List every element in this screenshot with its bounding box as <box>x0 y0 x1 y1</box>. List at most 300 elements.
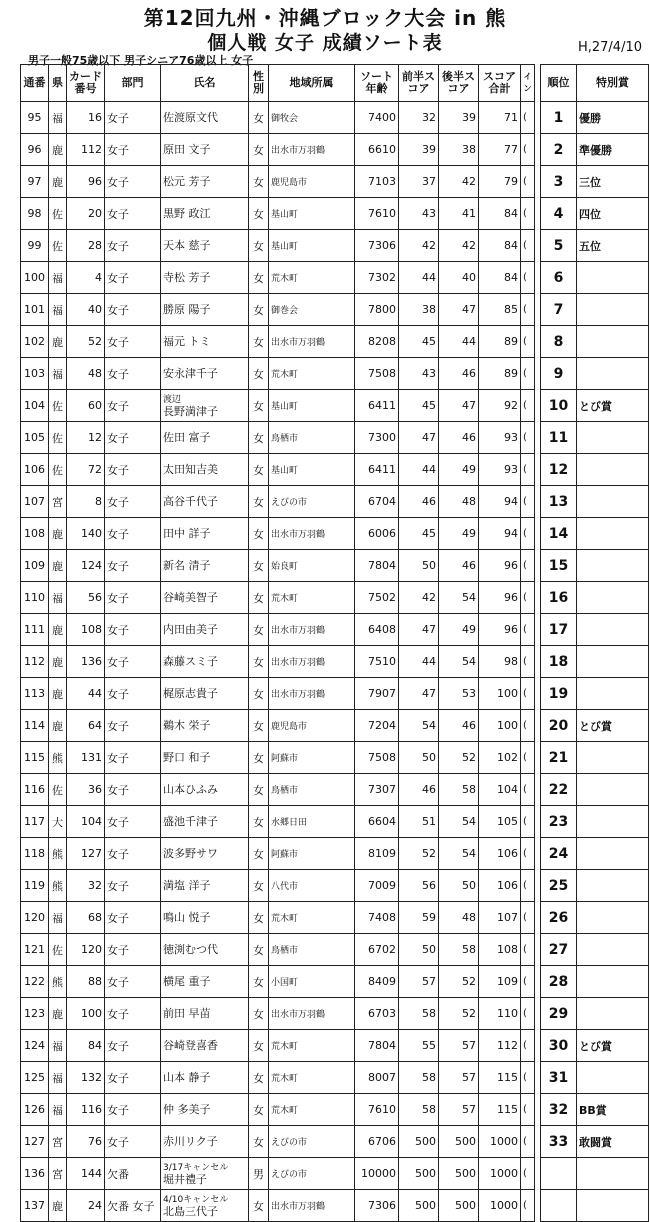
col-header-front-score: 前半スコア <box>399 65 439 102</box>
row-number: 108 <box>21 518 49 550</box>
row-name <box>161 678 249 710</box>
row-card-number: 8 <box>67 486 105 518</box>
document-title: 第12回九州・沖縄ブロック大会 in 熊 <box>143 6 507 30</box>
row-rank: 12 <box>541 454 577 486</box>
row-sex: 女 <box>249 646 269 678</box>
row-front-score: 37 <box>399 166 439 198</box>
row-sort-age: 7508 <box>355 742 399 774</box>
row-prefecture: 佐 <box>49 454 67 486</box>
row-award: 準優勝 <box>577 134 649 166</box>
row-name-text: 寺松 芳子 <box>163 271 211 284</box>
row-name <box>161 966 249 998</box>
row-name-text: 野口 和子 <box>163 751 211 764</box>
row-front-score: 50 <box>399 550 439 582</box>
row-area: 基山町 <box>269 198 355 230</box>
row-total-score: 84 <box>479 262 521 294</box>
row-area: 荒木町 <box>269 1094 355 1126</box>
row-total-score: 102 <box>479 742 521 774</box>
row-prefecture: 佐 <box>49 934 67 966</box>
row-prefecture: 鹿 <box>49 550 67 582</box>
row-card-number: 100 <box>67 998 105 1030</box>
row-name-text: 北島三代子 <box>163 1204 218 1218</box>
row-back-score: 57 <box>439 1094 479 1126</box>
row-sex: 女 <box>249 614 269 646</box>
row-front-score: 47 <box>399 614 439 646</box>
row-name-text: 山本ひふみ <box>163 783 218 796</box>
row-total-score: 77 <box>479 134 521 166</box>
row-back-score: 57 <box>439 1062 479 1094</box>
row-number: 122 <box>21 966 49 998</box>
col-header-name: 氏名 <box>161 65 249 102</box>
row-card-number: 140 <box>67 518 105 550</box>
row-in-mark: ( <box>521 166 535 198</box>
row-name <box>161 1158 249 1190</box>
row-rank: 14 <box>541 518 577 550</box>
row-area: 出水市万羽鶴 <box>269 646 355 678</box>
row-sex: 男 <box>249 1158 269 1190</box>
row-name <box>161 550 249 582</box>
row-award <box>577 518 649 550</box>
row-name <box>161 518 249 550</box>
row-sort-age: 7800 <box>355 294 399 326</box>
row-card-number: 4 <box>67 262 105 294</box>
row-prefecture: 佐 <box>49 198 67 230</box>
row-back-score: 49 <box>439 614 479 646</box>
row-rank: 21 <box>541 742 577 774</box>
row-prefecture: 佐 <box>49 230 67 262</box>
row-division: 女子 <box>105 966 161 998</box>
row-award: 三位 <box>577 166 649 198</box>
col-header-division: 部門 <box>105 65 161 102</box>
row-name <box>161 422 249 454</box>
row-area: 鳥栖市 <box>269 774 355 806</box>
row-division: 女子 <box>105 454 161 486</box>
row-total-score: 93 <box>479 422 521 454</box>
row-back-score: 48 <box>439 486 479 518</box>
col-header-area: 地域所属 <box>269 65 355 102</box>
row-area: 荒木町 <box>269 358 355 390</box>
row-name <box>161 646 249 678</box>
row-sort-age: 7300 <box>355 422 399 454</box>
row-rank: 4 <box>541 198 577 230</box>
row-sort-age: 7306 <box>355 1190 399 1222</box>
row-prefecture: 宮 <box>49 1158 67 1190</box>
row-rank: 20 <box>541 710 577 742</box>
row-sort-age: 7302 <box>355 262 399 294</box>
row-number: 101 <box>21 294 49 326</box>
row-area: 荒木町 <box>269 1062 355 1094</box>
row-sex: 女 <box>249 1030 269 1062</box>
row-name-text: 赤川リク子 <box>163 1135 218 1148</box>
row-sex: 女 <box>249 102 269 134</box>
row-number: 96 <box>21 134 49 166</box>
row-name <box>161 102 249 134</box>
row-division: 女子 <box>105 1030 161 1062</box>
results-table <box>20 64 649 1222</box>
row-name-text: 満塩 洋子 <box>163 879 211 892</box>
row-sex: 女 <box>249 550 269 582</box>
row-prefecture: 福 <box>49 582 67 614</box>
row-card-number: 144 <box>67 1158 105 1190</box>
row-total-score: 1000 <box>479 1158 521 1190</box>
row-name-text: 前田 早苗 <box>163 1007 211 1020</box>
table-row <box>21 326 649 358</box>
table-row <box>21 870 649 902</box>
table-row <box>21 550 649 582</box>
col-header-no: 通番 <box>21 65 49 102</box>
row-total-score: 110 <box>479 998 521 1030</box>
row-number: 99 <box>21 230 49 262</box>
row-back-score: 47 <box>439 390 479 422</box>
row-in-mark: ( <box>521 806 535 838</box>
row-card-number: 20 <box>67 198 105 230</box>
row-total-score: 96 <box>479 550 521 582</box>
row-total-score: 1000 <box>479 1126 521 1158</box>
row-name-text: 梶原志貴子 <box>163 687 218 700</box>
row-prefecture: 福 <box>49 262 67 294</box>
row-rank: 23 <box>541 806 577 838</box>
row-award: 五位 <box>577 230 649 262</box>
row-name-text: 福元 トミ <box>163 335 211 348</box>
row-sex: 女 <box>249 358 269 390</box>
row-front-score: 59 <box>399 902 439 934</box>
row-name-text: 佐渡原文代 <box>163 111 218 124</box>
row-rank: 13 <box>541 486 577 518</box>
col-header-card: カード番号 <box>67 65 105 102</box>
row-number: 100 <box>21 262 49 294</box>
row-sort-age: 10000 <box>355 1158 399 1190</box>
row-number: 109 <box>21 550 49 582</box>
row-name-text: 新名 清子 <box>163 559 211 572</box>
row-number: 119 <box>21 870 49 902</box>
row-name-text: 横尾 重子 <box>163 975 211 988</box>
row-division: 女子 <box>105 550 161 582</box>
row-number: 113 <box>21 678 49 710</box>
row-back-score: 49 <box>439 518 479 550</box>
table-row <box>21 1094 649 1126</box>
row-total-score: 94 <box>479 486 521 518</box>
row-area: 鳥栖市 <box>269 934 355 966</box>
row-name-text: 徳渕むつ代 <box>163 943 218 956</box>
row-back-score: 46 <box>439 358 479 390</box>
row-sex: 女 <box>249 742 269 774</box>
row-total-score: 71 <box>479 102 521 134</box>
row-card-number: 48 <box>67 358 105 390</box>
row-sex: 女 <box>249 294 269 326</box>
row-front-score: 42 <box>399 230 439 262</box>
row-rank: 29 <box>541 998 577 1030</box>
row-total-score: 93 <box>479 454 521 486</box>
row-number: 137 <box>21 1190 49 1222</box>
row-sort-age: 6408 <box>355 614 399 646</box>
row-card-number: 24 <box>67 1190 105 1222</box>
row-name-text: 森藤スミ子 <box>163 655 218 668</box>
col-header-in: イン <box>521 65 535 102</box>
row-in-mark: ( <box>521 1094 535 1126</box>
row-area: 鹿児島市 <box>269 710 355 742</box>
col-header-back-score: 後半スコア <box>439 65 479 102</box>
row-in-mark: ( <box>521 358 535 390</box>
row-name <box>161 1062 249 1094</box>
row-in-mark: ( <box>521 1158 535 1190</box>
row-back-score: 54 <box>439 806 479 838</box>
row-back-score: 48 <box>439 902 479 934</box>
row-name-text: 谷崎登喜香 <box>163 1039 218 1052</box>
row-number: 118 <box>21 838 49 870</box>
row-name <box>161 582 249 614</box>
row-in-mark: ( <box>521 646 535 678</box>
row-name <box>161 1190 249 1222</box>
row-number: 117 <box>21 806 49 838</box>
row-card-number: 116 <box>67 1094 105 1126</box>
row-number: 136 <box>21 1158 49 1190</box>
row-card-number: 68 <box>67 902 105 934</box>
row-rank: 1 <box>541 102 577 134</box>
row-award <box>577 934 649 966</box>
row-card-number: 60 <box>67 390 105 422</box>
row-sex: 女 <box>249 582 269 614</box>
row-name-note: 渡辺 <box>163 394 182 405</box>
row-division: 欠番 女子 <box>105 1190 161 1222</box>
row-prefecture: 熊 <box>49 966 67 998</box>
row-prefecture: 熊 <box>49 838 67 870</box>
col-header-pref: 県 <box>49 65 67 102</box>
row-award <box>577 870 649 902</box>
row-front-score: 500 <box>399 1126 439 1158</box>
row-rank: 7 <box>541 294 577 326</box>
row-total-score: 94 <box>479 518 521 550</box>
table-row <box>21 262 649 294</box>
row-name <box>161 454 249 486</box>
row-award: 敢闘賞 <box>577 1126 649 1158</box>
row-division: 女子 <box>105 614 161 646</box>
row-front-score: 46 <box>399 486 439 518</box>
row-total-score: 108 <box>479 934 521 966</box>
row-name <box>161 262 249 294</box>
row-sort-age: 7307 <box>355 774 399 806</box>
row-name-text: 松元 芳子 <box>163 175 211 188</box>
row-name <box>161 774 249 806</box>
row-area: 出水市万羽鶴 <box>269 614 355 646</box>
row-prefecture: 鹿 <box>49 998 67 1030</box>
row-sort-age: 7009 <box>355 870 399 902</box>
row-sort-age: 7804 <box>355 550 399 582</box>
row-front-score: 42 <box>399 582 439 614</box>
row-area: 基山町 <box>269 230 355 262</box>
col-header-total-score: スコア合計 <box>479 65 521 102</box>
row-front-score: 45 <box>399 390 439 422</box>
row-sort-age: 7804 <box>355 1030 399 1062</box>
row-prefecture: 大 <box>49 806 67 838</box>
row-card-number: 108 <box>67 614 105 646</box>
row-card-number: 96 <box>67 166 105 198</box>
row-sex: 女 <box>249 998 269 1030</box>
row-number: 126 <box>21 1094 49 1126</box>
row-front-score: 55 <box>399 1030 439 1062</box>
row-rank: 8 <box>541 326 577 358</box>
row-sort-age: 7610 <box>355 198 399 230</box>
row-front-score: 500 <box>399 1190 439 1222</box>
row-total-score: 115 <box>479 1062 521 1094</box>
row-award: とび賞 <box>577 710 649 742</box>
row-rank: 2 <box>541 134 577 166</box>
row-award <box>577 1158 649 1190</box>
row-rank: 25 <box>541 870 577 902</box>
row-back-score: 42 <box>439 230 479 262</box>
row-card-number: 56 <box>67 582 105 614</box>
row-division: 女子 <box>105 1062 161 1094</box>
row-sex: 女 <box>249 902 269 934</box>
row-area: 荒木町 <box>269 1030 355 1062</box>
row-name-text: 山本 静子 <box>163 1071 211 1084</box>
row-name-text: 長野満津子 <box>163 404 218 418</box>
table-row <box>21 1062 649 1094</box>
row-division: 女子 <box>105 742 161 774</box>
row-back-score: 47 <box>439 294 479 326</box>
row-award: 四位 <box>577 198 649 230</box>
row-card-number: 40 <box>67 294 105 326</box>
row-in-mark: ( <box>521 710 535 742</box>
row-in-mark: ( <box>521 742 535 774</box>
row-in-mark: ( <box>521 774 535 806</box>
row-rank: 11 <box>541 422 577 454</box>
row-prefecture: 佐 <box>49 422 67 454</box>
row-back-score: 46 <box>439 422 479 454</box>
row-name <box>161 902 249 934</box>
row-division: 女子 <box>105 326 161 358</box>
row-name-text: 天本 慈子 <box>163 239 211 252</box>
row-name-note: 3/17キャンセル <box>163 1162 229 1173</box>
row-sort-age: 8109 <box>355 838 399 870</box>
row-front-score: 46 <box>399 774 439 806</box>
row-sex: 女 <box>249 326 269 358</box>
row-in-mark: ( <box>521 902 535 934</box>
row-in-mark: ( <box>521 582 535 614</box>
row-card-number: 72 <box>67 454 105 486</box>
row-front-score: 58 <box>399 1062 439 1094</box>
row-sort-age: 6702 <box>355 934 399 966</box>
row-sex: 女 <box>249 134 269 166</box>
row-name <box>161 1094 249 1126</box>
row-in-mark: ( <box>521 134 535 166</box>
row-rank: 15 <box>541 550 577 582</box>
row-prefecture: 鹿 <box>49 678 67 710</box>
row-rank: 19 <box>541 678 577 710</box>
row-rank: 9 <box>541 358 577 390</box>
row-back-score: 54 <box>439 582 479 614</box>
row-division: 女子 <box>105 294 161 326</box>
row-total-score: 96 <box>479 614 521 646</box>
row-rank: 10 <box>541 390 577 422</box>
row-sex: 女 <box>249 806 269 838</box>
row-division: 女子 <box>105 230 161 262</box>
row-number: 103 <box>21 358 49 390</box>
row-sort-age: 7306 <box>355 230 399 262</box>
row-division: 女子 <box>105 390 161 422</box>
row-name <box>161 166 249 198</box>
row-sort-age: 6704 <box>355 486 399 518</box>
table-row <box>21 838 649 870</box>
row-name <box>161 838 249 870</box>
row-sort-age: 6706 <box>355 1126 399 1158</box>
row-division: 女子 <box>105 198 161 230</box>
row-rank <box>541 1158 577 1190</box>
row-division: 女子 <box>105 1126 161 1158</box>
row-area: 水郷日田 <box>269 806 355 838</box>
row-sex: 女 <box>249 262 269 294</box>
row-name <box>161 198 249 230</box>
row-area: えびの市 <box>269 1158 355 1190</box>
row-back-score: 39 <box>439 102 479 134</box>
row-in-mark: ( <box>521 294 535 326</box>
row-in-mark: ( <box>521 262 535 294</box>
table-row <box>21 774 649 806</box>
row-award <box>577 1062 649 1094</box>
row-rank: 27 <box>541 934 577 966</box>
row-sort-age: 7502 <box>355 582 399 614</box>
row-front-score: 45 <box>399 518 439 550</box>
row-name <box>161 998 249 1030</box>
table-row <box>21 934 649 966</box>
row-number: 124 <box>21 1030 49 1062</box>
row-front-score: 56 <box>399 870 439 902</box>
row-total-score: 112 <box>479 1030 521 1062</box>
row-sort-age: 6411 <box>355 390 399 422</box>
table-row <box>21 806 649 838</box>
row-sex: 女 <box>249 966 269 998</box>
row-number: 98 <box>21 198 49 230</box>
row-name-text: 高谷千代子 <box>163 495 218 508</box>
table-row <box>21 390 649 422</box>
row-front-score: 44 <box>399 262 439 294</box>
row-total-score: 84 <box>479 230 521 262</box>
row-sex: 女 <box>249 678 269 710</box>
row-sort-age: 8409 <box>355 966 399 998</box>
row-area: 基山町 <box>269 390 355 422</box>
row-rank: 5 <box>541 230 577 262</box>
row-number: 125 <box>21 1062 49 1094</box>
row-division: 女子 <box>105 806 161 838</box>
table-row <box>21 902 649 934</box>
row-total-score: 89 <box>479 326 521 358</box>
row-name-text: 鳴山 悦子 <box>163 911 211 924</box>
row-back-score: 42 <box>439 166 479 198</box>
row-name-text: 鵜木 栄子 <box>163 719 211 732</box>
row-name-text: 仲 多美子 <box>163 1103 211 1116</box>
row-card-number: 28 <box>67 230 105 262</box>
row-name <box>161 710 249 742</box>
row-prefecture: 鹿 <box>49 710 67 742</box>
row-total-score: 106 <box>479 870 521 902</box>
row-back-score: 50 <box>439 870 479 902</box>
row-division: 女子 <box>105 870 161 902</box>
row-back-score: 46 <box>439 710 479 742</box>
row-card-number: 124 <box>67 550 105 582</box>
row-back-score: 54 <box>439 838 479 870</box>
row-in-mark: ( <box>521 550 535 582</box>
row-in-mark: ( <box>521 102 535 134</box>
row-area: 基山町 <box>269 454 355 486</box>
table-row <box>21 166 649 198</box>
row-front-score: 47 <box>399 422 439 454</box>
row-sort-age: 7510 <box>355 646 399 678</box>
row-area: 出水市万羽鶴 <box>269 326 355 358</box>
row-sex: 女 <box>249 870 269 902</box>
row-area: 阿蘇市 <box>269 838 355 870</box>
row-name <box>161 326 249 358</box>
row-total-score: 98 <box>479 646 521 678</box>
row-prefecture: 佐 <box>49 390 67 422</box>
